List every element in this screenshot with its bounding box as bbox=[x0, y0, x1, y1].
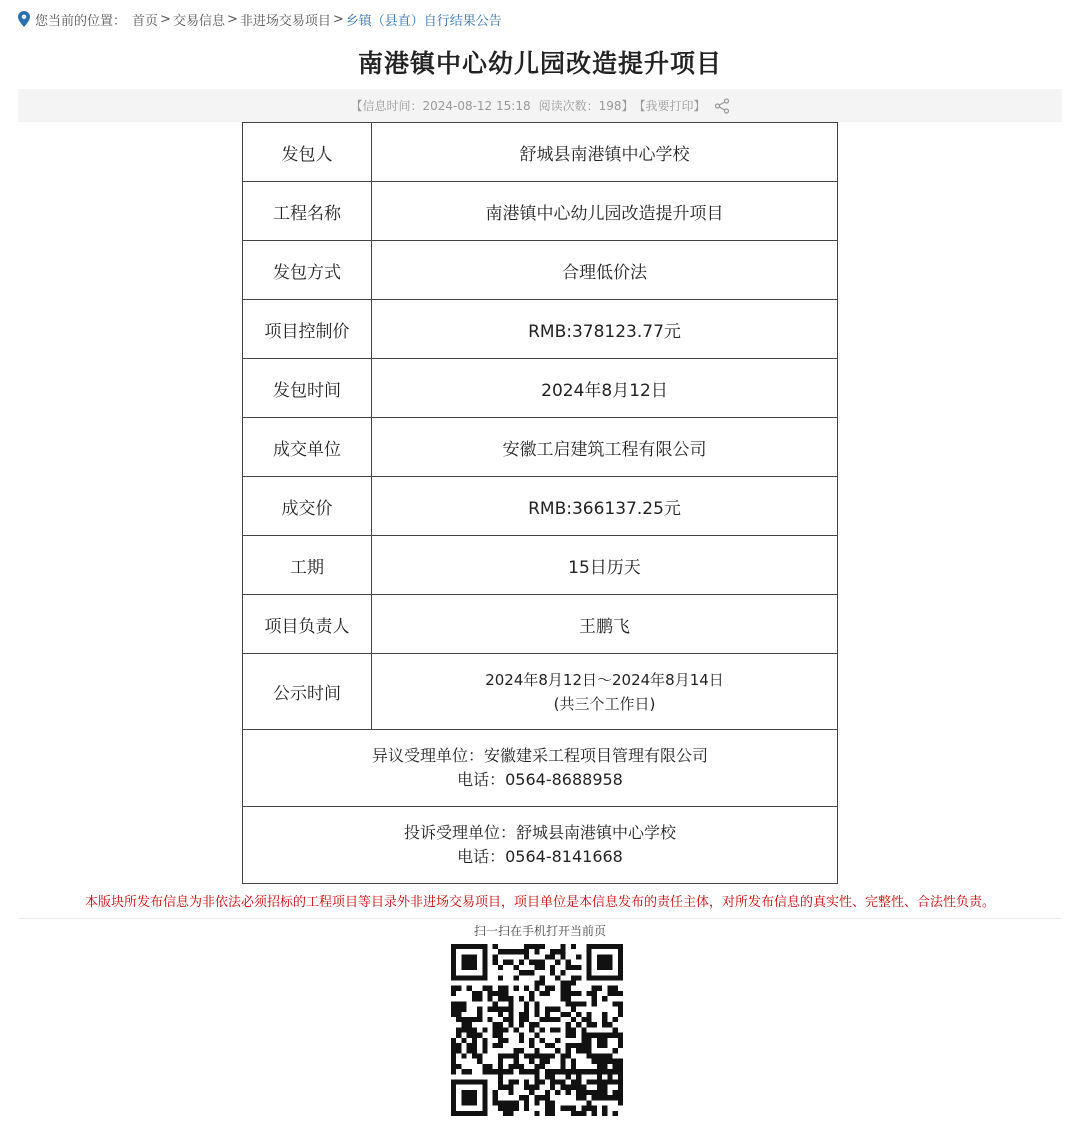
read-count-value: 198 bbox=[598, 98, 622, 113]
row-value: 合理低价法 bbox=[372, 241, 838, 300]
objection-cell bbox=[243, 730, 838, 807]
table-row bbox=[243, 477, 838, 536]
row-key: 发包方式 bbox=[243, 241, 372, 300]
responsibility-notice: 本版块所发布信息为非依法必须招标的工程项目等目录外非进场交易项目，项目单位是本信息发布的责任主体，对所发布信息的真实性、完整性、合法性负责。 bbox=[84, 895, 995, 910]
row-value: RMB:378123.77元 bbox=[372, 300, 838, 359]
location-pin-icon bbox=[18, 11, 30, 27]
info-time-value: 2024-08-12 15:18 bbox=[422, 98, 531, 113]
objection-row bbox=[243, 730, 838, 807]
project-detail-table bbox=[242, 122, 838, 884]
table-row bbox=[243, 418, 838, 477]
breadcrumb bbox=[18, 9, 502, 29]
breadcrumb-prefix: 您当前的位置： bbox=[35, 13, 127, 29]
info-bar bbox=[18, 89, 1062, 122]
share-icon[interactable] bbox=[714, 98, 730, 114]
objection-phone: 电话：0564-8688958 bbox=[457, 770, 623, 789]
row-value: 安徽工启建筑工程有限公司 bbox=[372, 418, 838, 477]
row-value: 2024年8月12日 bbox=[372, 359, 838, 418]
qr-code-image bbox=[451, 944, 623, 1116]
row-value: 15日历天 bbox=[372, 536, 838, 595]
complaint-phone: 电话：0564-8141668 bbox=[457, 847, 623, 866]
breadcrumb-non-venue-link[interactable]: 非进场交易项目 bbox=[239, 13, 331, 29]
row-value: RMB:366137.25元 bbox=[372, 477, 838, 536]
breadcrumb-separator: > bbox=[226, 11, 238, 27]
row-key: 工程名称 bbox=[243, 182, 372, 241]
table-row bbox=[243, 182, 838, 241]
row-key: 项目负责人 bbox=[243, 595, 372, 654]
divider bbox=[18, 918, 1062, 919]
complaint-cell bbox=[243, 807, 838, 884]
table-row bbox=[243, 241, 838, 300]
row-key: 成交价 bbox=[243, 477, 372, 536]
row-value: 舒城县南港镇中心学校 bbox=[372, 123, 838, 182]
info-time-label: 【信息时间： bbox=[350, 99, 423, 113]
print-link[interactable]: 【我要打印】 bbox=[633, 99, 706, 113]
publicity-period: 2024年8月12日～2024年8月14日 bbox=[485, 670, 724, 689]
table-row bbox=[243, 595, 838, 654]
complaint-row bbox=[243, 807, 838, 884]
publicity-key: 公示时间 bbox=[243, 654, 372, 730]
table-row bbox=[243, 536, 838, 595]
publicity-value bbox=[372, 654, 838, 730]
table-row bbox=[243, 300, 838, 359]
breadcrumb-home-link[interactable]: 首页 bbox=[132, 13, 159, 29]
row-value: 王鹏飞 bbox=[372, 595, 838, 654]
row-value: 南港镇中心幼儿园改造提升项目 bbox=[372, 182, 838, 241]
breadcrumb-separator: > bbox=[332, 11, 344, 27]
publicity-workdays: (共三个工作日) bbox=[553, 694, 656, 713]
breadcrumb-current-link[interactable]: 乡镇（县直）自行结果公告 bbox=[345, 13, 502, 29]
info-close-bracket: 】 bbox=[621, 99, 634, 113]
row-key: 发包时间 bbox=[243, 359, 372, 418]
row-key: 项目控制价 bbox=[243, 300, 372, 359]
qr-label: 扫一扫在手机打开当前页 bbox=[473, 924, 606, 938]
table-row bbox=[243, 359, 838, 418]
row-key: 工期 bbox=[243, 536, 372, 595]
complaint-unit: 投诉受理单位：舒城县南港镇中心学校 bbox=[403, 823, 676, 842]
table-row bbox=[243, 123, 838, 182]
page-title: 南港镇中心幼儿园改造提升项目 bbox=[357, 49, 722, 78]
publicity-row bbox=[243, 654, 838, 730]
breadcrumb-trade-info-link[interactable]: 交易信息 bbox=[172, 13, 225, 29]
row-key: 发包人 bbox=[243, 123, 372, 182]
read-count-label: 阅读次数： bbox=[538, 99, 599, 113]
breadcrumb-separator: > bbox=[160, 11, 171, 27]
objection-unit: 异议受理单位：安徽建采工程项目管理有限公司 bbox=[371, 746, 708, 765]
row-key: 成交单位 bbox=[243, 418, 372, 477]
